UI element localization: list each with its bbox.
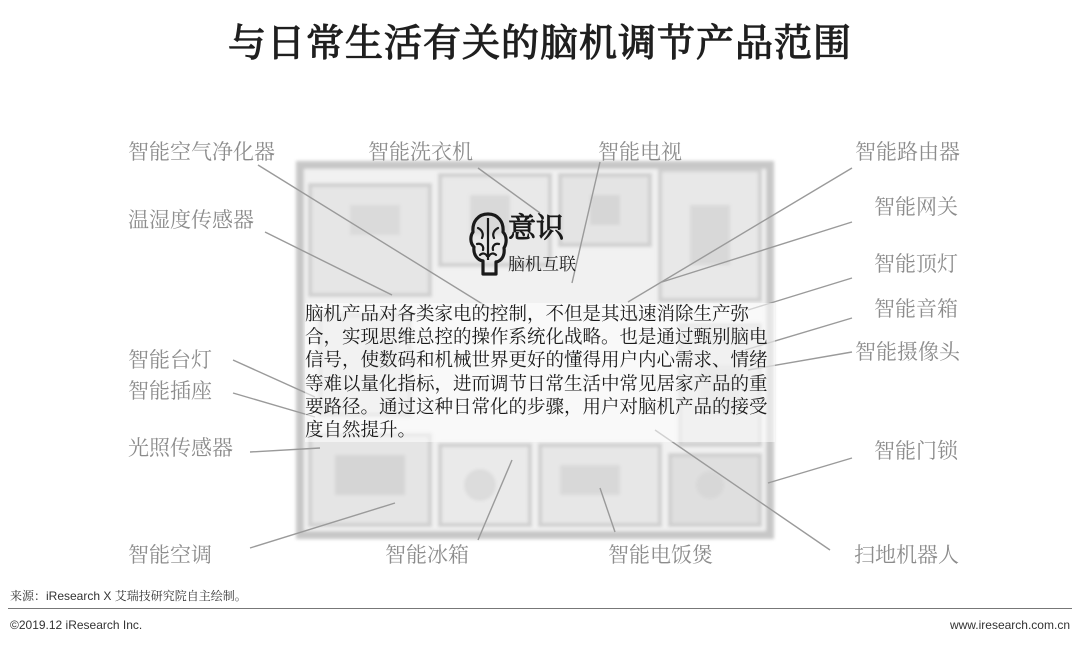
line-socket (233, 393, 315, 417)
label-air-purifier: 智能空气净化器 (128, 140, 275, 164)
label-gateway: 智能网关 (874, 195, 958, 219)
logo-main-text: 意识 (508, 211, 565, 244)
label-socket: 智能插座 (128, 379, 212, 403)
label-desk-lamp: 智能台灯 (128, 348, 212, 372)
copyright-text: ©2019.12 iResearch Inc. (10, 618, 143, 632)
label-air-conditioner: 智能空调 (128, 543, 212, 567)
line-desk-lamp (233, 360, 315, 397)
footer-divider (8, 608, 1072, 609)
label-ceiling-light: 智能顶灯 (874, 252, 958, 276)
line-air-conditioner (250, 503, 395, 548)
line-washer (478, 168, 540, 213)
line-router (628, 168, 852, 302)
line-light-sensor (250, 448, 320, 452)
line-door-lock (768, 458, 852, 483)
page-title: 与日常生活有关的脑机调节产品范围 (227, 21, 852, 65)
source-note: 来源：iResearch X 艾瑞技研究院自主绘制。 (10, 589, 247, 603)
label-humidity-sensor: 温湿度传感器 (128, 208, 254, 232)
label-robot-vacuum: 扫地机器人 (854, 543, 959, 567)
label-router: 智能路由器 (855, 140, 960, 164)
center-logo (468, 210, 608, 290)
label-tv: 智能电视 (598, 140, 682, 164)
brain-head-icon (468, 210, 508, 278)
label-light-sensor: 光照传感器 (128, 436, 233, 460)
line-gateway (662, 222, 852, 282)
label-rice-cooker: 智能电饭煲 (608, 543, 713, 567)
label-washer: 智能洗衣机 (368, 140, 473, 164)
website-link[interactable]: www.iresearch.com.cn (949, 618, 1070, 632)
line-rice-cooker (600, 488, 615, 532)
line-robot-vacuum (655, 430, 830, 550)
line-fridge (478, 460, 512, 540)
logo-sub-text: 脑机互联 (508, 255, 576, 275)
label-door-lock: 智能门锁 (874, 439, 958, 463)
line-humidity-sensor (265, 232, 392, 295)
center-description: 脑机产品对各类家电的控制，不但是其迅速消除生产弥合，实现思维总控的操作系统化战略。也是通过甄别脑电信号，使数码和机械世界更好的懂得用户内心需求、情绪等难以量化指标，进而调节日常生活中常见居家产品的重要路径。通过这种日常化的步骤，用户对脑机产品的接受度自然提升。 (305, 303, 775, 442)
label-camera: 智能摄像头 (855, 340, 960, 364)
label-fridge: 智能冰箱 (385, 543, 469, 567)
label-speaker: 智能音箱 (874, 297, 958, 321)
